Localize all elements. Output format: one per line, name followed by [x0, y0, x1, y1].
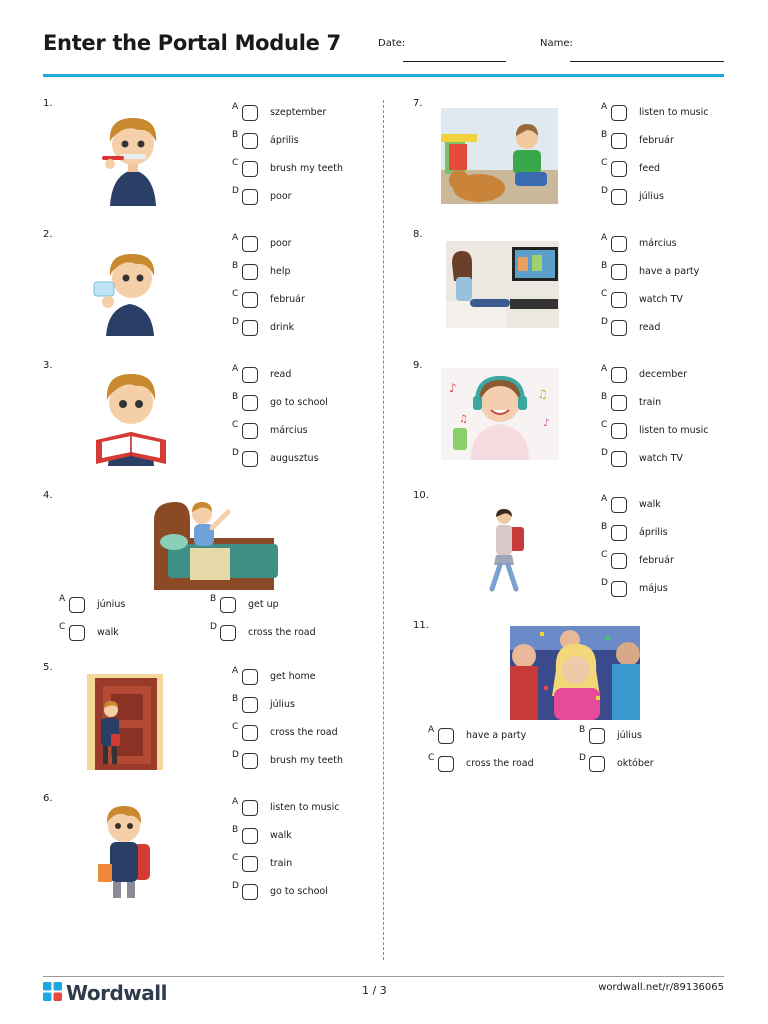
- option-letter: A: [601, 494, 608, 504]
- answer-checkbox[interactable]: [611, 581, 627, 597]
- option-a[interactable]: [59, 594, 126, 613]
- option-a[interactable]: [232, 797, 340, 816]
- option-text: március: [270, 425, 308, 436]
- option-a[interactable]: [232, 102, 327, 121]
- option-text: február: [270, 294, 305, 305]
- option-d[interactable]: [210, 622, 316, 641]
- answer-checkbox[interactable]: [242, 367, 258, 383]
- option-text: have a party: [466, 730, 527, 741]
- answer-checkbox[interactable]: [242, 105, 258, 121]
- option-c[interactable]: [601, 420, 709, 439]
- option-text: walk: [639, 499, 661, 510]
- answer-checkbox[interactable]: [242, 133, 258, 149]
- answer-checkbox[interactable]: [242, 884, 258, 900]
- answer-checkbox[interactable]: [611, 292, 627, 308]
- svg-text:♫: ♫: [537, 387, 548, 401]
- date-label: Date:: [378, 38, 406, 49]
- girl-with-headphones-photo: [441, 368, 559, 460]
- option-b[interactable]: [579, 725, 642, 744]
- header-rule: [43, 74, 724, 77]
- option-letter: C: [59, 622, 66, 632]
- option-b[interactable]: [232, 261, 291, 280]
- boy-getting-out-of-bed-image: [150, 498, 280, 590]
- option-d[interactable]: [579, 753, 654, 772]
- option-letter: C: [601, 289, 608, 299]
- girl-walking-photo: [486, 507, 532, 593]
- option-text: december: [639, 369, 687, 380]
- option-text: walk: [270, 830, 292, 841]
- answer-checkbox[interactable]: [69, 597, 85, 613]
- wordwall-logo-text: Wordwall: [66, 981, 167, 1005]
- answer-checkbox[interactable]: [589, 728, 605, 744]
- answer-checkbox[interactable]: [438, 728, 454, 744]
- option-c[interactable]: [601, 289, 683, 308]
- option-letter: A: [601, 364, 608, 374]
- answer-checkbox[interactable]: [611, 264, 627, 280]
- option-letter: B: [232, 261, 239, 271]
- option-d[interactable]: [601, 578, 668, 597]
- question-number: 2.: [43, 229, 53, 240]
- question-number: 4.: [43, 490, 53, 501]
- option-letter: B: [210, 594, 217, 604]
- answer-checkbox[interactable]: [242, 292, 258, 308]
- option-text: brush my teeth: [270, 755, 344, 766]
- question-number: 8.: [413, 229, 423, 240]
- answer-checkbox[interactable]: [611, 105, 627, 121]
- answer-checkbox[interactable]: [611, 161, 627, 177]
- option-a[interactable]: [601, 233, 677, 252]
- option-letter: D: [232, 317, 239, 327]
- option-text: cross the road: [270, 727, 338, 738]
- option-text: have a party: [639, 266, 700, 277]
- question-number: 7.: [413, 98, 423, 109]
- option-text: train: [270, 858, 293, 869]
- boy-brushing-teeth-image: [98, 112, 168, 206]
- option-d[interactable]: [232, 186, 292, 205]
- option-c[interactable]: [428, 753, 534, 772]
- option-letter: B: [232, 694, 239, 704]
- svg-text:♪: ♪: [449, 381, 457, 395]
- wordwall-logo: [43, 981, 167, 1005]
- option-letter: D: [601, 317, 608, 327]
- option-text: read: [270, 369, 292, 380]
- option-text: május: [639, 583, 668, 594]
- option-letter: D: [232, 750, 239, 760]
- option-letter: C: [232, 722, 239, 732]
- option-text: október: [617, 758, 654, 769]
- option-c[interactable]: [59, 622, 119, 641]
- option-letter: A: [232, 797, 239, 807]
- option-letter: A: [232, 102, 239, 112]
- option-c[interactable]: [601, 158, 661, 177]
- date-field-line[interactable]: [403, 61, 506, 62]
- option-letter: B: [601, 392, 608, 402]
- option-b[interactable]: [601, 130, 674, 149]
- answer-checkbox[interactable]: [611, 367, 627, 383]
- option-text: szeptember: [270, 107, 327, 118]
- option-letter: C: [232, 158, 239, 168]
- option-letter: B: [232, 130, 239, 140]
- option-letter: C: [232, 289, 239, 299]
- answer-checkbox[interactable]: [69, 625, 85, 641]
- answer-checkbox[interactable]: [242, 395, 258, 411]
- answer-checkbox[interactable]: [589, 756, 605, 772]
- option-text: július: [617, 730, 642, 741]
- wordwall-logo-icon: [43, 982, 62, 1005]
- option-c[interactable]: [232, 722, 338, 741]
- option-letter: A: [232, 364, 239, 374]
- option-text: get home: [270, 671, 316, 682]
- option-letter: A: [601, 233, 608, 243]
- answer-checkbox[interactable]: [242, 725, 258, 741]
- option-text: április: [639, 527, 668, 538]
- option-letter: C: [601, 158, 608, 168]
- question-number: 10.: [413, 490, 429, 501]
- option-letter: B: [232, 392, 239, 402]
- activity-url[interactable]: wordwall.net/r/89136065: [598, 982, 724, 993]
- option-text: február: [639, 135, 674, 146]
- option-text: get up: [248, 599, 279, 610]
- option-letter: A: [232, 233, 239, 243]
- option-text: go to school: [270, 886, 328, 897]
- option-a[interactable]: [601, 364, 687, 383]
- option-letter: D: [210, 622, 217, 632]
- option-a[interactable]: [232, 364, 292, 383]
- option-text: go to school: [270, 397, 328, 408]
- answer-checkbox[interactable]: [611, 525, 627, 541]
- question-number: 5.: [43, 662, 53, 673]
- answer-checkbox[interactable]: [242, 800, 258, 816]
- option-letter: C: [232, 853, 239, 863]
- option-text: poor: [270, 238, 292, 249]
- answer-checkbox[interactable]: [242, 856, 258, 872]
- option-text: train: [639, 397, 662, 408]
- column-divider: [383, 100, 384, 960]
- option-letter: D: [232, 881, 239, 891]
- option-letter: D: [232, 448, 239, 458]
- page-indicator: 1 / 3: [362, 984, 387, 997]
- option-d[interactable]: [601, 448, 683, 467]
- option-b[interactable]: [210, 594, 279, 613]
- option-b[interactable]: [232, 130, 299, 149]
- option-d[interactable]: [232, 448, 319, 467]
- option-letter: D: [601, 578, 608, 588]
- svg-text:♫: ♫: [459, 414, 468, 425]
- answer-checkbox[interactable]: [242, 236, 258, 252]
- option-d[interactable]: [601, 186, 664, 205]
- option-letter: B: [601, 130, 608, 140]
- option-a[interactable]: [428, 725, 527, 744]
- question-number: 9.: [413, 360, 423, 371]
- option-text: július: [639, 191, 664, 202]
- answer-checkbox[interactable]: [242, 189, 258, 205]
- option-b[interactable]: [601, 392, 662, 411]
- option-d[interactable]: [232, 881, 328, 900]
- answer-checkbox[interactable]: [242, 669, 258, 685]
- option-letter: B: [601, 261, 608, 271]
- option-letter: D: [601, 448, 608, 458]
- option-c[interactable]: [232, 420, 308, 439]
- option-b[interactable]: [232, 825, 292, 844]
- answer-checkbox[interactable]: [611, 395, 627, 411]
- option-letter: B: [232, 825, 239, 835]
- option-letter: C: [601, 550, 608, 560]
- option-text: brush my teeth: [270, 163, 344, 174]
- option-text: cross the road: [248, 627, 316, 638]
- option-letter: C: [232, 420, 239, 430]
- option-d[interactable]: [601, 317, 661, 336]
- answer-checkbox[interactable]: [242, 828, 258, 844]
- option-c[interactable]: [232, 853, 293, 872]
- option-text: watch TV: [639, 294, 683, 305]
- option-text: feed: [639, 163, 661, 174]
- question-number: 1.: [43, 98, 53, 109]
- option-d[interactable]: [232, 750, 344, 769]
- boy-with-backpack-image: [94, 804, 154, 900]
- option-text: cross the road: [466, 758, 534, 769]
- answer-checkbox[interactable]: [611, 189, 627, 205]
- option-letter: C: [428, 753, 435, 763]
- name-field-line[interactable]: [570, 61, 724, 62]
- boy-reading-book-image: [94, 370, 168, 466]
- option-text: augusztus: [270, 453, 319, 464]
- footer-rule: [43, 976, 724, 977]
- option-letter: A: [601, 102, 608, 112]
- option-text: július: [270, 699, 295, 710]
- boy-feeding-cat-photo: [441, 108, 558, 204]
- answer-checkbox[interactable]: [220, 625, 236, 641]
- option-text: február: [639, 555, 674, 566]
- answer-checkbox[interactable]: [220, 597, 236, 613]
- answer-checkbox[interactable]: [242, 161, 258, 177]
- option-a[interactable]: [601, 102, 709, 121]
- option-d[interactable]: [232, 317, 295, 336]
- option-letter: A: [232, 666, 239, 676]
- worksheet-title: Enter the Portal Module 7: [43, 31, 341, 55]
- option-letter: A: [59, 594, 66, 604]
- answer-checkbox[interactable]: [242, 423, 258, 439]
- option-b[interactable]: [232, 694, 295, 713]
- option-c[interactable]: [232, 289, 305, 308]
- answer-checkbox[interactable]: [438, 756, 454, 772]
- option-a[interactable]: [232, 233, 292, 252]
- answer-checkbox[interactable]: [611, 553, 627, 569]
- option-text: walk: [97, 627, 119, 638]
- answer-checkbox[interactable]: [242, 320, 258, 336]
- boy-at-door-image: [87, 674, 163, 770]
- option-text: listen to music: [270, 802, 340, 813]
- option-text: április: [270, 135, 299, 146]
- option-text: drink: [270, 322, 295, 333]
- option-a[interactable]: [232, 666, 316, 685]
- answer-checkbox[interactable]: [611, 236, 627, 252]
- question-number: 3.: [43, 360, 53, 371]
- option-c[interactable]: [232, 158, 344, 177]
- option-letter: D: [579, 753, 586, 763]
- option-letter: B: [601, 522, 608, 532]
- option-text: poor: [270, 191, 292, 202]
- option-text: help: [270, 266, 291, 277]
- option-b[interactable]: [232, 392, 328, 411]
- question-number: 6.: [43, 793, 53, 804]
- option-c[interactable]: [601, 550, 674, 569]
- answer-checkbox[interactable]: [611, 320, 627, 336]
- answer-checkbox[interactable]: [242, 697, 258, 713]
- boy-drinking-water-image: [92, 250, 164, 336]
- answer-checkbox[interactable]: [242, 753, 258, 769]
- option-letter: D: [232, 186, 239, 196]
- option-letter: D: [601, 186, 608, 196]
- option-text: read: [639, 322, 661, 333]
- answer-checkbox[interactable]: [611, 423, 627, 439]
- option-text: június: [97, 599, 126, 610]
- option-text: listen to music: [639, 107, 709, 118]
- option-b[interactable]: [601, 522, 668, 541]
- option-text: listen to music: [639, 425, 709, 436]
- option-b[interactable]: [601, 261, 700, 280]
- svg-text:♪: ♪: [543, 418, 550, 429]
- option-letter: C: [601, 420, 608, 430]
- answer-checkbox[interactable]: [242, 264, 258, 280]
- answer-checkbox[interactable]: [611, 133, 627, 149]
- option-letter: B: [579, 725, 586, 735]
- answer-checkbox[interactable]: [242, 451, 258, 467]
- answer-checkbox[interactable]: [611, 451, 627, 467]
- name-label: Name:: [540, 38, 573, 49]
- kids-party-photo: [510, 626, 640, 720]
- option-text: watch TV: [639, 453, 683, 464]
- option-a[interactable]: [601, 494, 661, 513]
- question-number: 11.: [413, 620, 429, 631]
- option-text: március: [639, 238, 677, 249]
- girl-watching-tv-photo: [446, 241, 559, 328]
- answer-checkbox[interactable]: [611, 497, 627, 513]
- option-letter: A: [428, 725, 435, 735]
